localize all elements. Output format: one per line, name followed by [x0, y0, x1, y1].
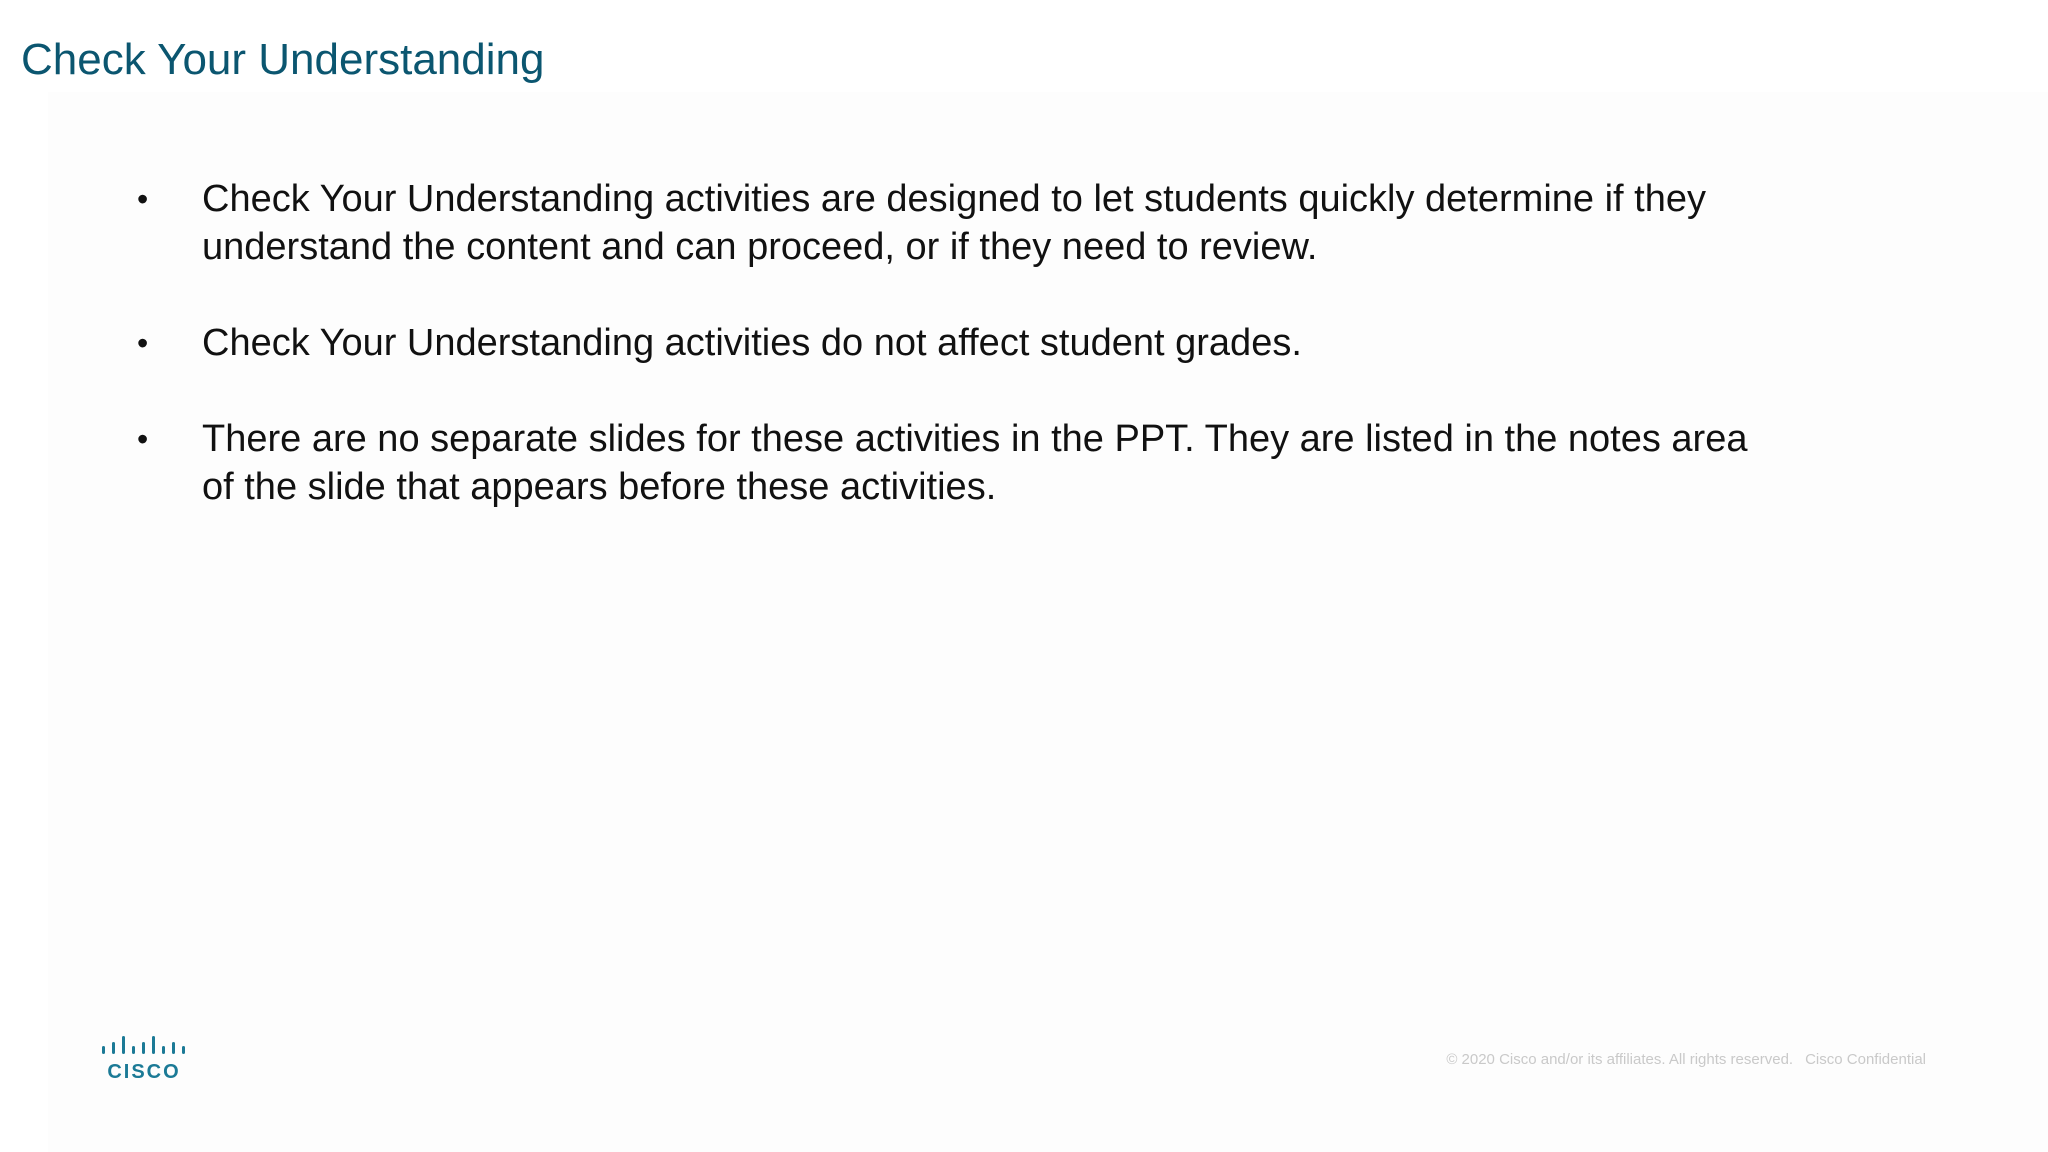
slide-title: Check Your Understanding — [21, 35, 545, 84]
cisco-logo-icon — [100, 1036, 188, 1086]
cisco-logo-text: CISCO — [107, 1061, 181, 1083]
footer-copyright — [1446, 1050, 1926, 1070]
bullet-dot-icon: • — [137, 421, 149, 457]
bullet-item — [137, 175, 1857, 271]
bullet-item — [137, 319, 1857, 367]
bullet-text-line: Check Your Understanding activities do not affect student grades. — [202, 322, 1302, 364]
bullet-text-line: Check Your Understanding activities are designed to let students quickly determine if they — [202, 178, 1706, 220]
bullet-dot-icon: • — [137, 325, 149, 361]
bullet-text-line: understand the content and can proceed, or if they need to review. — [202, 226, 1318, 268]
confidential-text: Cisco Confidential — [1805, 1051, 1926, 1068]
bullet-item — [137, 415, 1857, 511]
bullet-dot-icon: • — [137, 181, 149, 217]
bullet-text-line: of the slide that appears before these activities. — [202, 466, 997, 508]
bullet-text-line: There are no separate slides for these activities in the PPT. They are listed in the notes area — [202, 418, 1748, 460]
copyright-text: © 2020 Cisco and/or its affiliates. All rights reserved. — [1446, 1051, 1794, 1068]
bullet-list — [137, 175, 1857, 559]
